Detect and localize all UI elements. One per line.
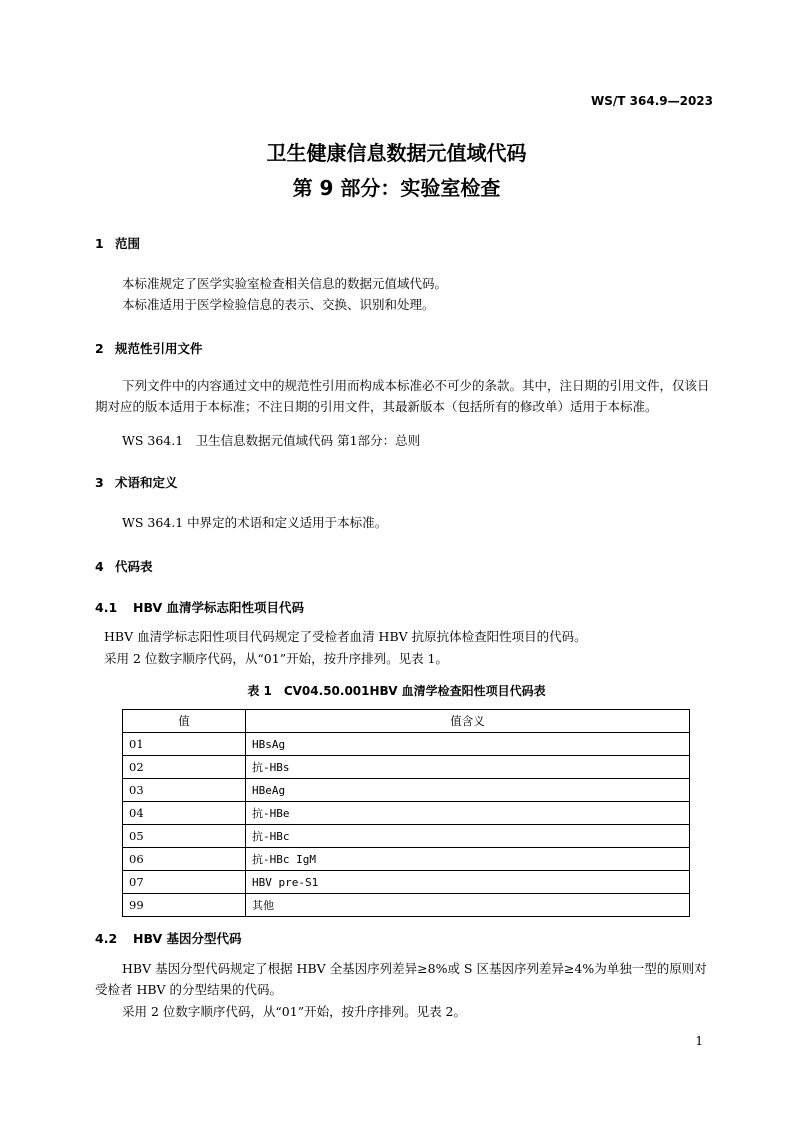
section-title: 代码表 bbox=[115, 559, 153, 574]
paragraph: 本标准适用于医学检验信息的表示、交换、识别和处理。 bbox=[122, 297, 435, 312]
meaning-cell: 抗-HBc bbox=[246, 825, 690, 848]
meaning-cell: 抗-HBc IgM bbox=[246, 848, 690, 871]
section-number: 4.1 bbox=[95, 600, 118, 615]
section-3-heading bbox=[95, 473, 178, 491]
section-4-1-heading bbox=[95, 598, 304, 616]
meaning-cell: HBeAg bbox=[246, 779, 690, 802]
table-row bbox=[123, 733, 690, 756]
section-title: 范围 bbox=[115, 236, 141, 251]
section-2-heading bbox=[95, 339, 203, 357]
section-4-heading bbox=[95, 557, 153, 575]
section-1-heading bbox=[95, 234, 140, 252]
section-4-2-heading bbox=[95, 929, 242, 947]
table-row bbox=[123, 779, 690, 802]
paragraph: 下列文件中的内容通过文中的规范性引用而构成本标准必不可少的条款。其中，注日期的引用文件，仅该日期对应的版本适用于本标准；不注日期的引用文件，其最新版本（包括所有的修改单）适用于本标准。 bbox=[95, 378, 710, 414]
code-cell: 07 bbox=[123, 871, 246, 894]
document-title: 卫生健康信息数据元值域代码 bbox=[266, 141, 527, 165]
table-row bbox=[123, 894, 690, 917]
table-row bbox=[123, 871, 690, 894]
page-number: 1 bbox=[695, 1034, 703, 1048]
paragraph: HBV 血清学标志阳性项目代码规定了受检者血清 HBV 抗原抗体检查阳性项目的代码。 bbox=[104, 629, 587, 644]
meaning-cell: 其他 bbox=[246, 894, 690, 917]
meaning-cell: 抗-HBs bbox=[246, 756, 690, 779]
paragraph: HBV 基因分型代码规定了根据 HBV 全基因序列差异≥8%或 S 区基因序列差异≥4%为单独一型的原则对受检者 HBV 的分型结果的代码。 bbox=[95, 961, 707, 997]
document-code: WS/T 364.9—2023 bbox=[591, 94, 713, 108]
code-cell: 02 bbox=[123, 756, 246, 779]
table-header-row bbox=[123, 710, 690, 733]
table-row bbox=[123, 848, 690, 871]
section-title: 规范性引用文件 bbox=[115, 341, 203, 356]
code-cell: 03 bbox=[123, 779, 246, 802]
column-header-meaning: 值含义 bbox=[246, 710, 690, 733]
section-title: HBV 血清学标志阳性项目代码 bbox=[133, 600, 305, 615]
code-cell: 06 bbox=[123, 848, 246, 871]
paragraph: 本标准规定了医学实验室检查相关信息的数据元值域代码。 bbox=[122, 276, 448, 291]
section-number: 1 bbox=[95, 236, 104, 251]
table-1 bbox=[122, 709, 690, 917]
paragraph: 采用 2 位数字顺序代码，从“01”开始，按升序排列。见表 2。 bbox=[122, 1004, 467, 1019]
paragraph: 采用 2 位数字顺序代码，从“01”开始，按升序排列。见表 1。 bbox=[104, 651, 449, 666]
meaning-cell: HBV pre-S1 bbox=[246, 871, 690, 894]
code-cell: 04 bbox=[123, 802, 246, 825]
section-number: 4.2 bbox=[95, 931, 118, 946]
code-cell: 05 bbox=[123, 825, 246, 848]
meaning-cell: HBsAg bbox=[246, 733, 690, 756]
document-subtitle: 第 9 部分：实验室检查 bbox=[292, 176, 501, 200]
section-number: 3 bbox=[95, 475, 104, 490]
table-row bbox=[123, 825, 690, 848]
code-cell: 01 bbox=[123, 733, 246, 756]
section-number: 4 bbox=[95, 559, 104, 574]
table-row bbox=[123, 802, 690, 825]
column-header-value: 值 bbox=[123, 710, 246, 733]
section-title: 术语和定义 bbox=[115, 475, 178, 490]
section-number: 2 bbox=[95, 341, 104, 356]
code-cell: 99 bbox=[123, 894, 246, 917]
table-row bbox=[123, 756, 690, 779]
table-1-caption: 表 1 CV04.50.001HBV 血清学检查阳性项目代码表 bbox=[247, 684, 546, 698]
section-title: HBV 基因分型代码 bbox=[133, 931, 242, 946]
reference-item: WS 364.1 卫生信息数据元值域代码 第1部分：总则 bbox=[122, 433, 421, 448]
paragraph: WS 364.1 中界定的术语和定义适用于本标准。 bbox=[122, 515, 388, 530]
meaning-cell: 抗-HBe bbox=[246, 802, 690, 825]
